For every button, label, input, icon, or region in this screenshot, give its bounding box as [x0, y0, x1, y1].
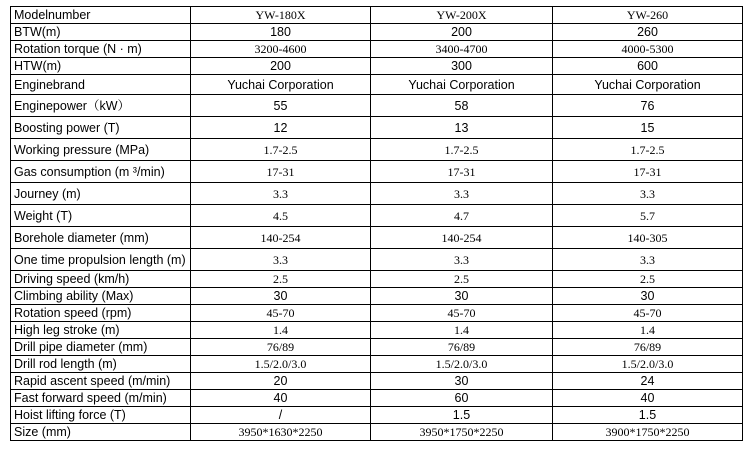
row-value-cell: 2.5	[191, 271, 371, 288]
row-label: Boosting power (T)	[11, 117, 191, 139]
row-value-cell: 200	[371, 24, 553, 41]
spec-table-container	[10, 6, 742, 441]
row-label: Weight (T)	[11, 205, 191, 227]
row-value-cell: 140-254	[371, 227, 553, 249]
row-value-cell: 30	[371, 288, 553, 305]
row-value-cell: 4000-5300	[553, 41, 743, 58]
row-value-cell: 3.3	[191, 183, 371, 205]
row-value-cell: 17-31	[371, 161, 553, 183]
row-value-cell: 3.3	[371, 249, 553, 271]
row-label: Borehole diameter (mm)	[11, 227, 191, 249]
row-value-cell: 3900*1750*2250	[553, 424, 743, 441]
row-value-cell: 4.7	[371, 205, 553, 227]
table-row	[11, 75, 743, 95]
row-value-cell: 15	[553, 117, 743, 139]
row-value-cell: 30	[553, 288, 743, 305]
row-value-cell: 140-254	[191, 227, 371, 249]
row-value-cell: 60	[371, 390, 553, 407]
row-label: Rapid ascent speed (m/min)	[11, 373, 191, 390]
table-row	[11, 95, 743, 117]
header-cell-model-3: YW-260	[553, 7, 743, 24]
row-label: High leg stroke (m)	[11, 322, 191, 339]
table-row	[11, 161, 743, 183]
row-value-cell: 1.5/2.0/3.0	[371, 356, 553, 373]
row-value-cell: Yuchai Corporation	[553, 75, 743, 95]
table-row	[11, 407, 743, 424]
row-value-cell: /	[191, 407, 371, 424]
row-value-cell: 40	[553, 390, 743, 407]
row-value-cell: 1.5/2.0/3.0	[191, 356, 371, 373]
row-label: Rotation speed (rpm)	[11, 305, 191, 322]
table-row	[11, 205, 743, 227]
row-label: Working pressure (MPa)	[11, 139, 191, 161]
row-value-cell: 17-31	[191, 161, 371, 183]
table-row	[11, 356, 743, 373]
row-value-cell: 3950*1630*2250	[191, 424, 371, 441]
row-value-cell: 1.7-2.5	[371, 139, 553, 161]
row-value-cell: 1.7-2.5	[191, 139, 371, 161]
header-cell-modelnumber: Modelnumber	[11, 7, 191, 24]
header-row	[11, 7, 743, 24]
row-value-cell: 76/89	[553, 339, 743, 356]
table-row	[11, 249, 743, 271]
row-value-cell: 76/89	[371, 339, 553, 356]
row-value-cell: 20	[191, 373, 371, 390]
row-value-cell: Yuchai Corporation	[371, 75, 553, 95]
table-row	[11, 58, 743, 75]
row-value-cell: 76/89	[191, 339, 371, 356]
table-row	[11, 183, 743, 205]
row-value-cell: 600	[553, 58, 743, 75]
row-label: Driving speed (km/h)	[11, 271, 191, 288]
row-value-cell: 1.4	[371, 322, 553, 339]
table-row	[11, 41, 743, 58]
table-row	[11, 390, 743, 407]
row-value-cell: 45-70	[371, 305, 553, 322]
row-value-cell: 40	[191, 390, 371, 407]
row-value-cell: 76	[553, 95, 743, 117]
table-row	[11, 424, 743, 441]
row-value-cell: 1.5/2.0/3.0	[553, 356, 743, 373]
table-row	[11, 322, 743, 339]
row-value-cell: 1.7-2.5	[553, 139, 743, 161]
row-label: Rotation torque (N · m)	[11, 41, 191, 58]
row-value-cell: 1.4	[553, 322, 743, 339]
row-value-cell: 3.3	[553, 183, 743, 205]
row-value-cell: 24	[553, 373, 743, 390]
row-value-cell: 140-305	[553, 227, 743, 249]
row-value-cell: 3.3	[553, 249, 743, 271]
table-row	[11, 139, 743, 161]
spec-table	[10, 6, 743, 441]
row-value-cell: 13	[371, 117, 553, 139]
row-value-cell: 1.4	[191, 322, 371, 339]
row-value-cell: 30	[191, 288, 371, 305]
row-label: Drill rod length (m)	[11, 356, 191, 373]
table-row	[11, 373, 743, 390]
table-row	[11, 271, 743, 288]
row-value-cell: 17-31	[553, 161, 743, 183]
header-cell-model-2: YW-200X	[371, 7, 553, 24]
row-label: HTW(m)	[11, 58, 191, 75]
row-value-cell: 260	[553, 24, 743, 41]
row-label: Enginepower（kW）	[11, 95, 191, 117]
row-label: One time propulsion length (m)	[11, 249, 191, 271]
row-value-cell: 3200-4600	[191, 41, 371, 58]
row-label: Hoist lifting force (T)	[11, 407, 191, 424]
row-label: Gas consumption (m ³/min)	[11, 161, 191, 183]
row-value-cell: 55	[191, 95, 371, 117]
row-value-cell: 30	[371, 373, 553, 390]
row-value-cell: 58	[371, 95, 553, 117]
row-value-cell: 3950*1750*2250	[371, 424, 553, 441]
row-value-cell: 5.7	[553, 205, 743, 227]
row-label: Journey (m)	[11, 183, 191, 205]
row-label: BTW(m)	[11, 24, 191, 41]
table-row	[11, 227, 743, 249]
row-value-cell: 200	[191, 58, 371, 75]
row-label: Climbing ability (Max)	[11, 288, 191, 305]
row-value-cell: 3400-4700	[371, 41, 553, 58]
row-label: Fast forward speed (m/min)	[11, 390, 191, 407]
row-label: Drill pipe diameter (mm)	[11, 339, 191, 356]
row-value-cell: 4.5	[191, 205, 371, 227]
header-cell-model-1: YW-180X	[191, 7, 371, 24]
row-label: Size (mm)	[11, 424, 191, 441]
row-value-cell: Yuchai Corporation	[191, 75, 371, 95]
row-label: Enginebrand	[11, 75, 191, 95]
table-row	[11, 288, 743, 305]
row-value-cell: 300	[371, 58, 553, 75]
table-row	[11, 24, 743, 41]
row-value-cell: 45-70	[553, 305, 743, 322]
row-value-cell: 45-70	[191, 305, 371, 322]
table-row	[11, 305, 743, 322]
row-value-cell: 180	[191, 24, 371, 41]
row-value-cell: 2.5	[553, 271, 743, 288]
table-row	[11, 339, 743, 356]
row-value-cell: 12	[191, 117, 371, 139]
table-row	[11, 117, 743, 139]
row-value-cell: 2.5	[371, 271, 553, 288]
row-value-cell: 3.3	[371, 183, 553, 205]
row-value-cell: 3.3	[191, 249, 371, 271]
row-value-cell: 1.5	[371, 407, 553, 424]
row-value-cell: 1.5	[553, 407, 743, 424]
